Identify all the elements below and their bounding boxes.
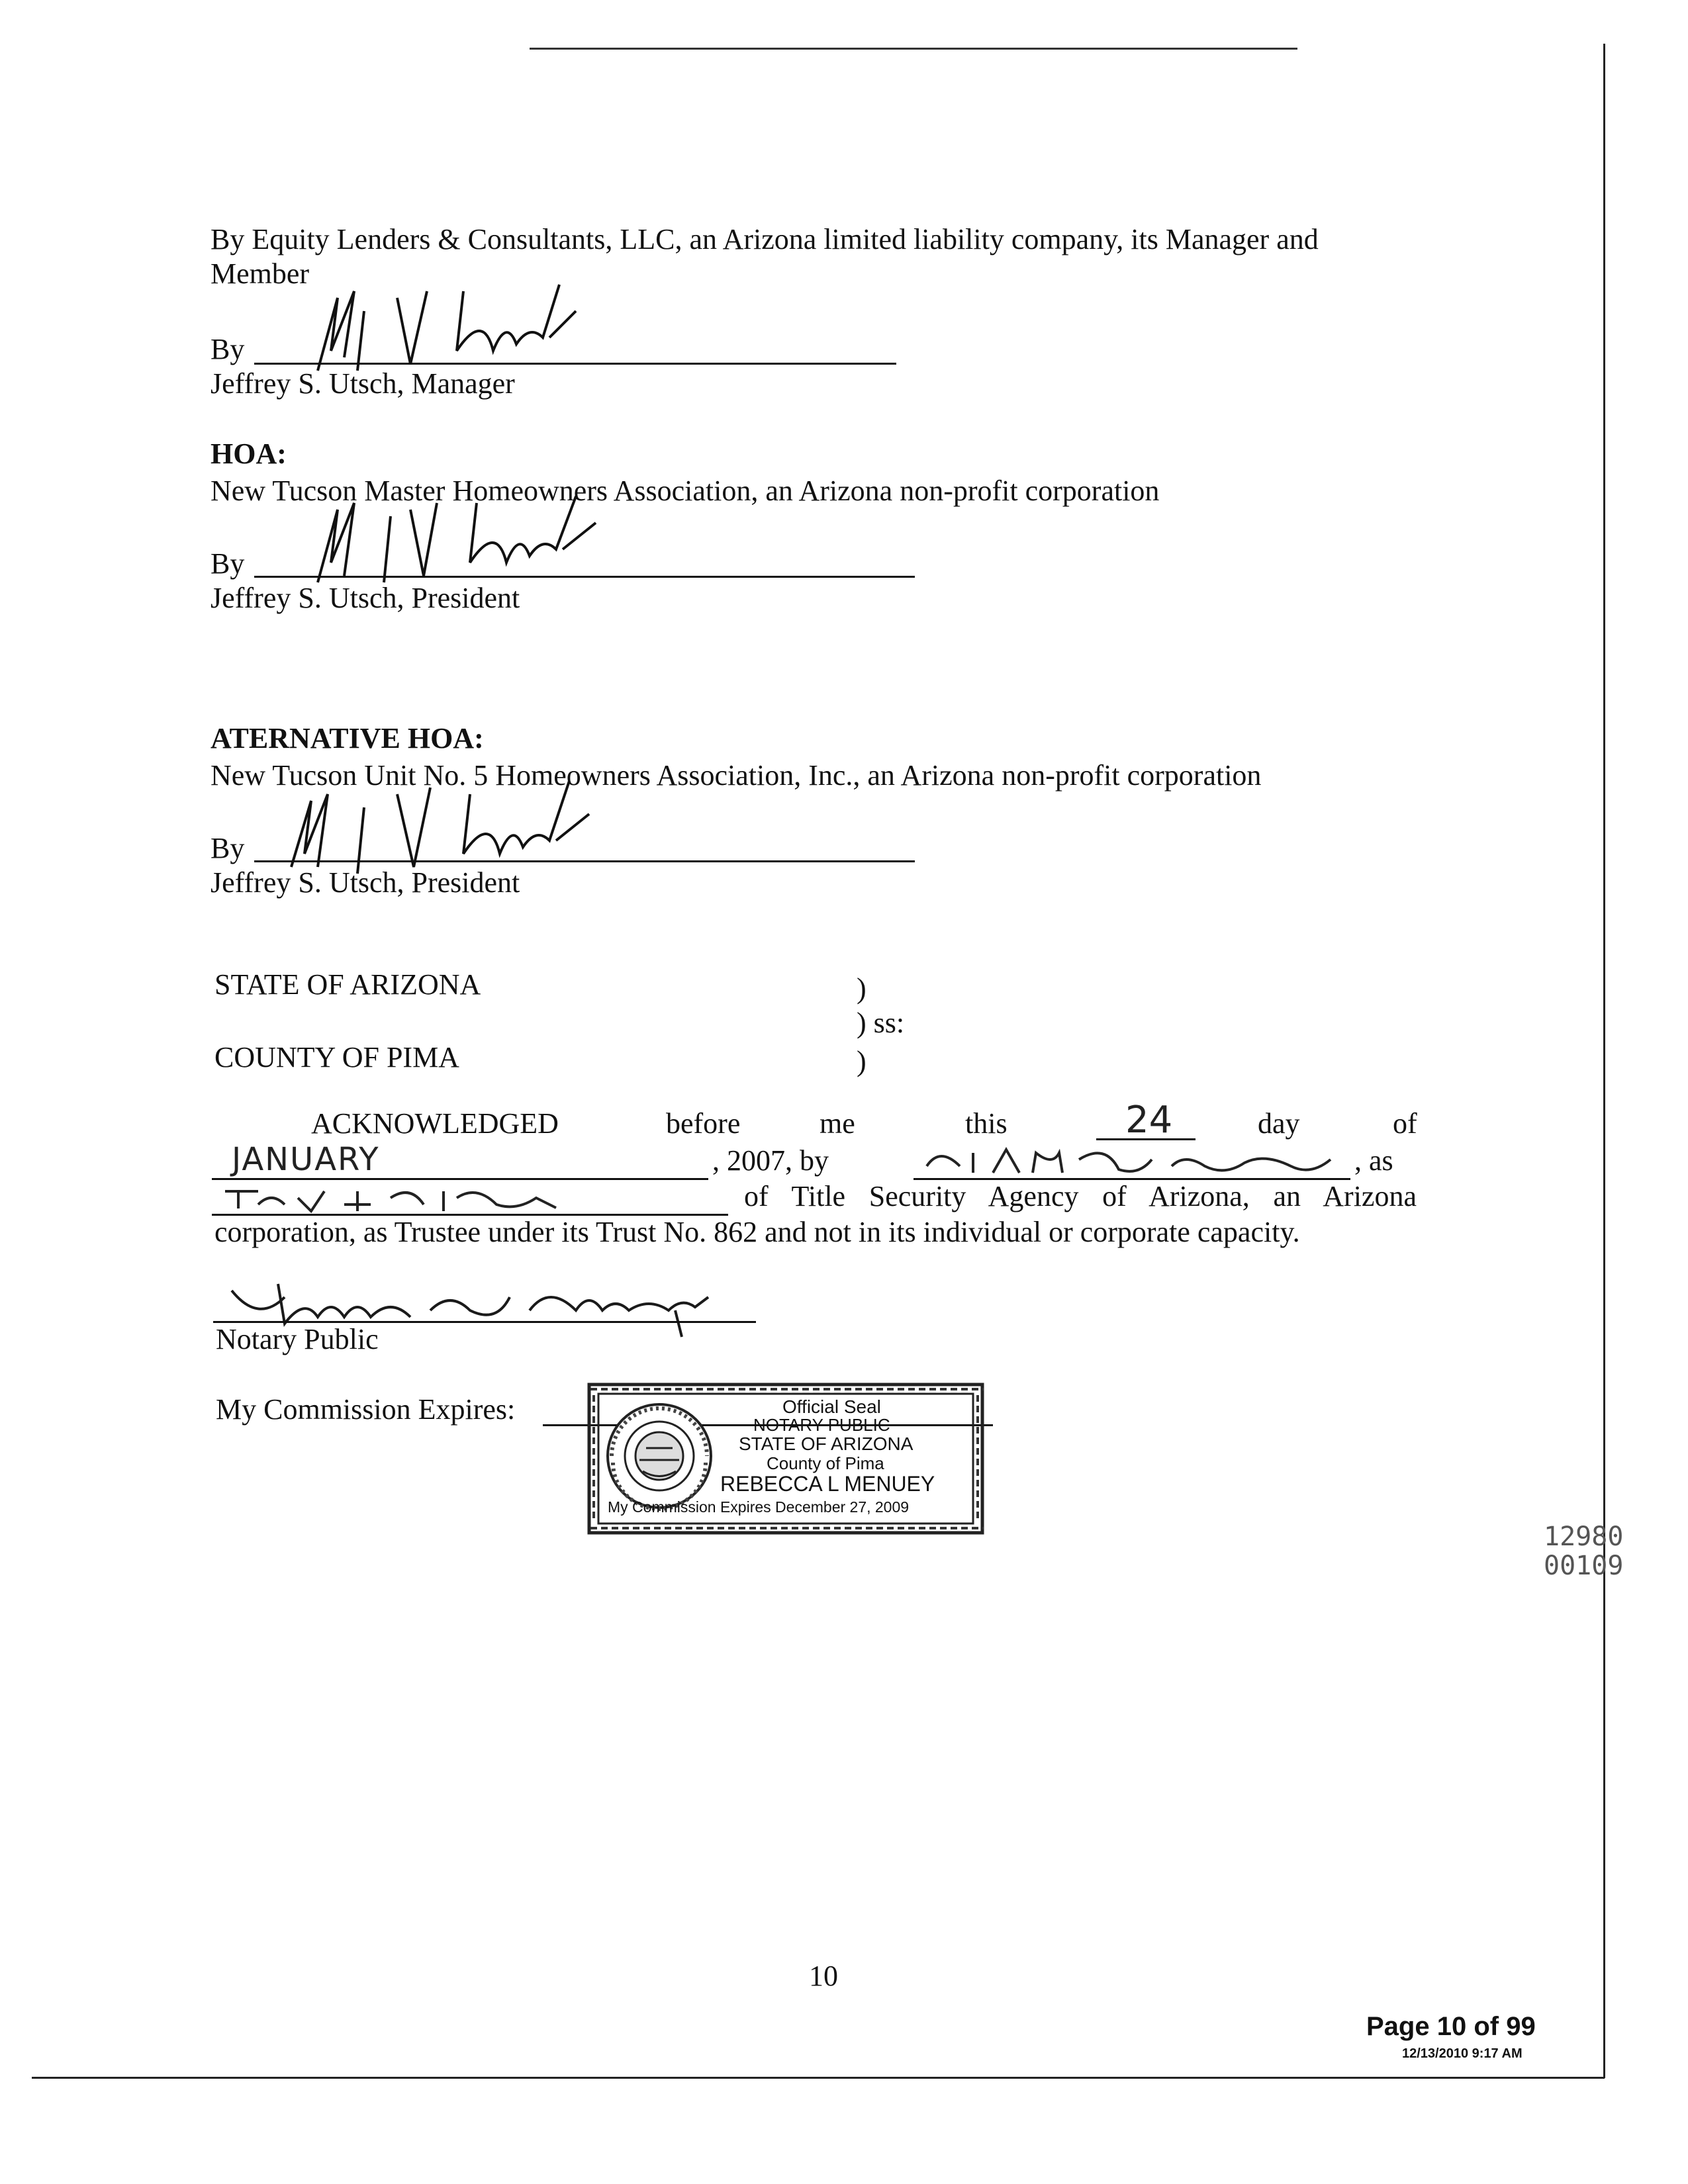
alt-hoa-name-title: Jeffrey S. Utsch, President	[211, 866, 520, 899]
seal-line-1: Official Seal	[782, 1396, 881, 1417]
hoa-heading: HOA:	[211, 437, 287, 470]
ack-word-of: of	[1393, 1107, 1417, 1140]
signatory-1-intro: By Equity Lenders & Consultants, LLC, an Arizona limited liability company, its Manager and	[211, 223, 1319, 255]
venue-paren-ss: ) ss:	[857, 1007, 905, 1039]
ack-month-value: JANUARY	[232, 1141, 380, 1178]
handwritten-signer-name	[920, 1140, 1344, 1182]
seal-line-2: NOTARY PUBLIC	[753, 1415, 890, 1435]
hoa-by-label: By	[211, 547, 245, 580]
venue-paren-1: )	[857, 972, 867, 1005]
handwritten-role	[218, 1178, 576, 1215]
signatory-1-name-title: Jeffrey S. Utsch, Manager	[211, 367, 515, 400]
page-number: 10	[809, 1960, 838, 1992]
scan-bottom-border	[32, 2077, 1605, 2079]
signatory-1-intro-cont: Member	[211, 257, 310, 290]
scan-top-border	[530, 48, 1297, 50]
venue-county: COUNTY OF PIMA	[214, 1041, 459, 1073]
footer-page-of: Page 10 of 99	[1366, 2012, 1536, 2041]
ack-year-text: , 2007, by	[712, 1144, 829, 1177]
hoa-entity: New Tucson Master Homeowners Association, an Arizona non-profit corporation	[211, 475, 1160, 507]
notary-label: Notary Public	[216, 1323, 379, 1355]
ack-word-acknowledged: ACKNOWLEDGED	[311, 1107, 559, 1140]
alt-hoa-heading: ATERNATIVE HOA:	[211, 722, 484, 754]
ack-role-text: of Title Security Agency of Arizona, an Arizona	[744, 1180, 1417, 1212]
alt-hoa-by-label: By	[211, 832, 245, 864]
commission-label: My Commission Expires:	[216, 1393, 516, 1426]
seal-line-6: My Commission Expires December 27, 2009	[608, 1498, 910, 1516]
venue-state: STATE OF ARIZONA	[214, 968, 481, 1001]
seal-line-3: STATE OF ARIZONA	[739, 1433, 914, 1454]
ack-word-me: me	[820, 1107, 855, 1140]
notary-seal-stamp	[586, 1382, 985, 1535]
ack-line-4: corporation, as Trustee under its Trust No. 862 and not in its individual or corporate capacity.	[214, 1216, 1300, 1248]
footer-timestamp: 12/13/2010 9:17 AM	[1402, 2046, 1523, 2061]
seal-line-4: County of Pima	[767, 1453, 884, 1473]
seal-line-5: REBECCA L MENUEY	[720, 1472, 935, 1496]
venue-paren-3: )	[857, 1045, 867, 1077]
signatory-1-by-label: By	[211, 333, 245, 365]
ack-day-value: 24	[1125, 1099, 1173, 1142]
scan-right-border	[1603, 44, 1605, 2078]
hoa-name-title: Jeffrey S. Utsch, President	[211, 582, 520, 614]
alt-hoa-entity: New Tucson Unit No. 5 Homeowners Association, Inc., an Arizona non-profit corporation	[211, 759, 1262, 792]
recording-number: 12980 00109	[1544, 1522, 1624, 1581]
ack-word-before: before	[666, 1107, 741, 1140]
ack-word-day: day	[1258, 1107, 1300, 1140]
signature-utsch-2	[278, 483, 622, 596]
ack-comma-as: , as	[1354, 1144, 1393, 1177]
ack-word-this: this	[965, 1107, 1008, 1140]
